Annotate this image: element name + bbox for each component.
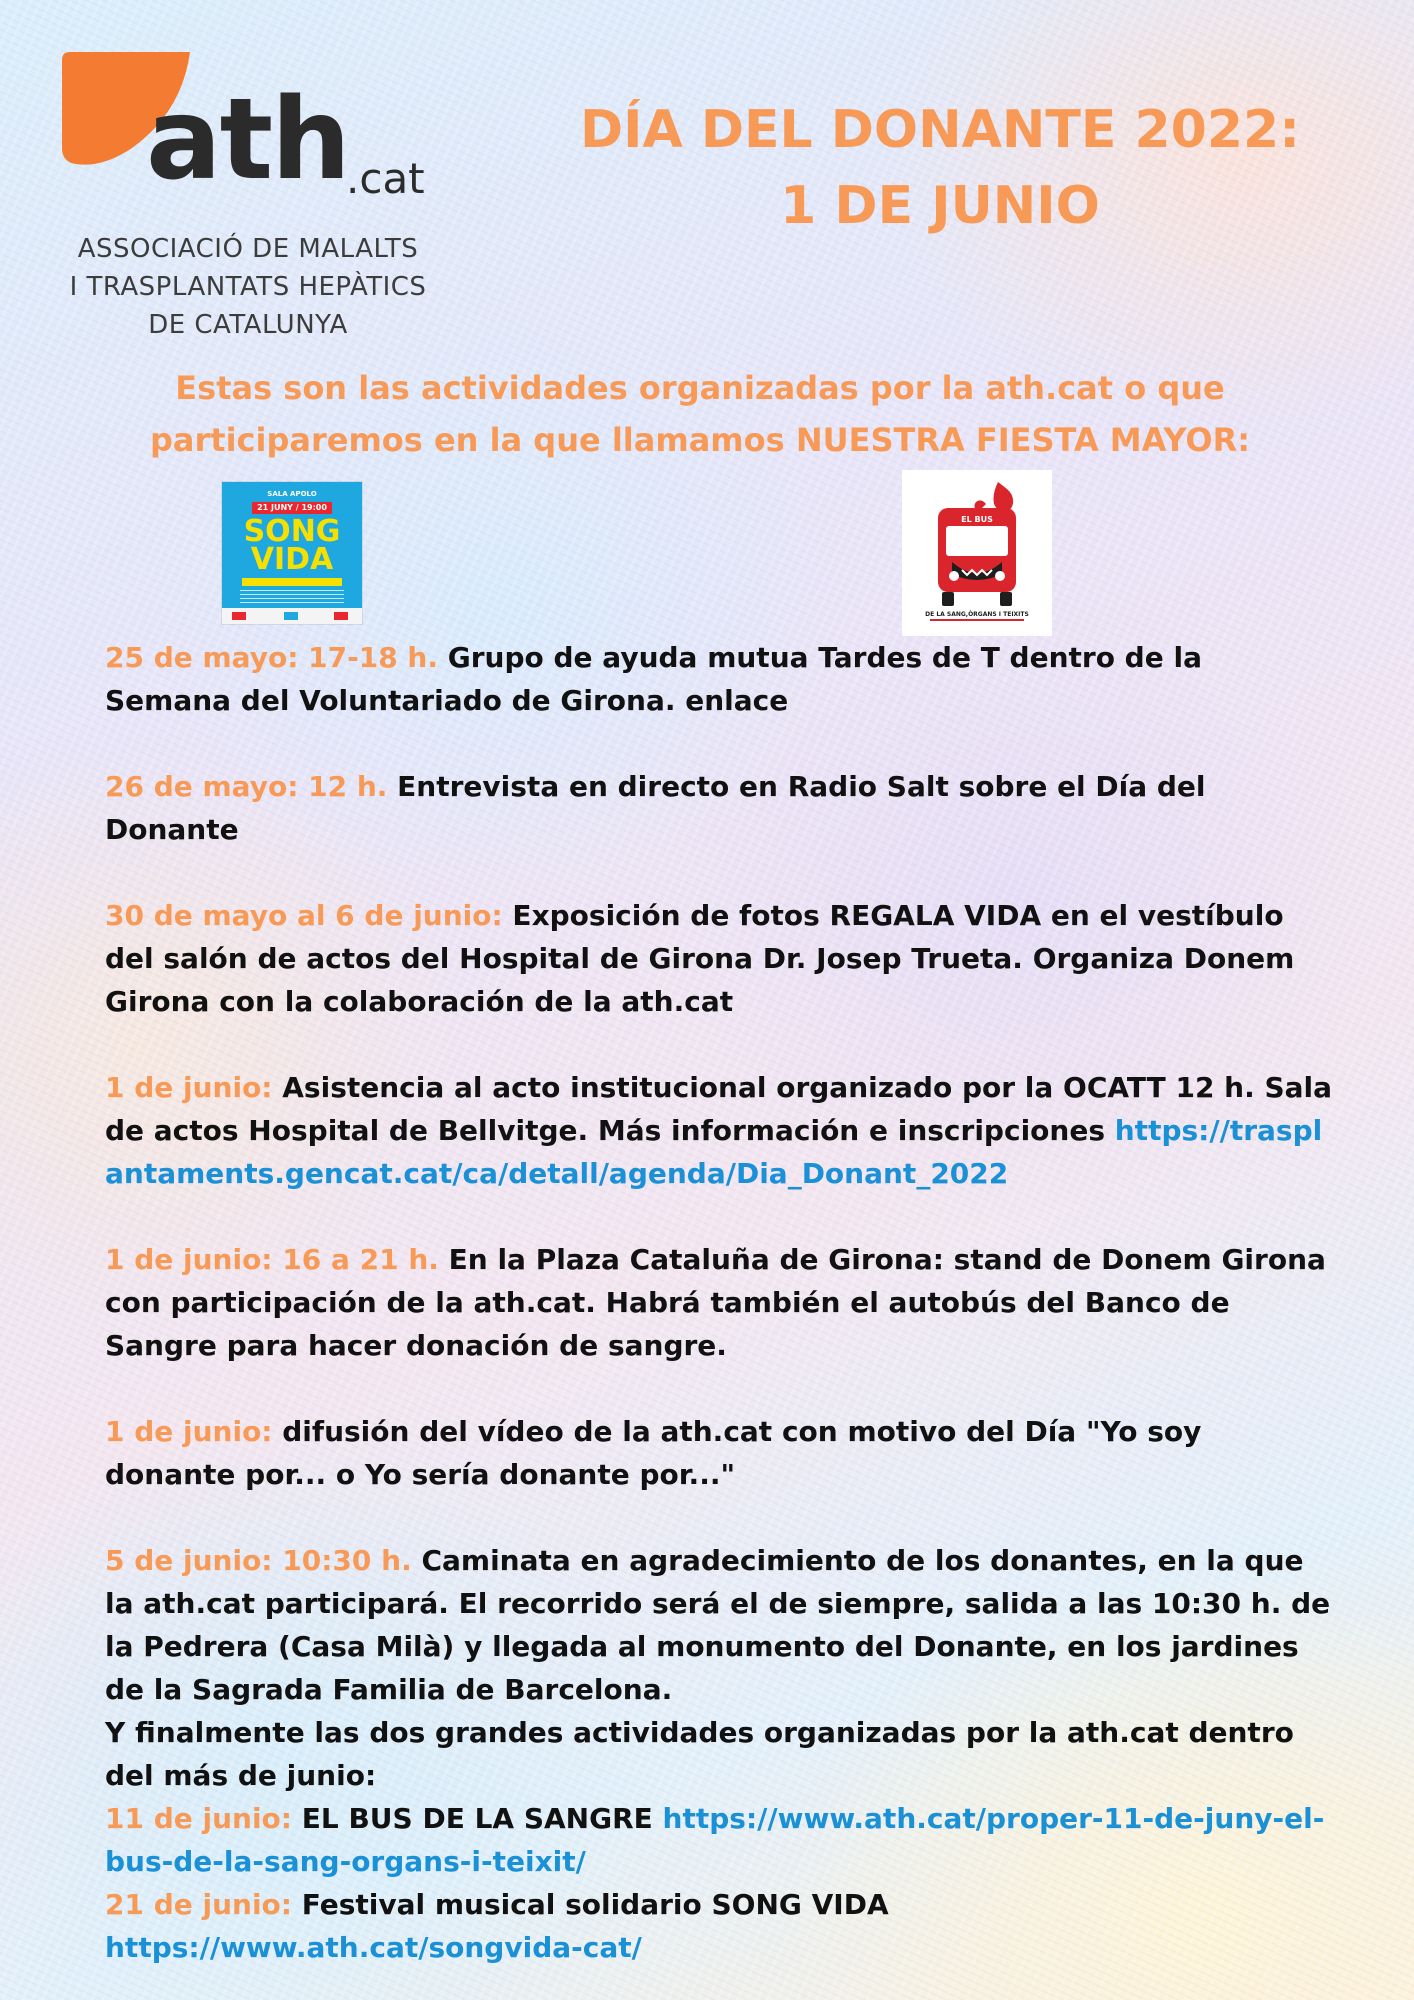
- intro-line: Estas son las actividades organizadas por la ath.cat o que: [175, 369, 1225, 407]
- bus-poster-footer: DE LA SANG,ÒRGANS I TEIXITS: [925, 611, 1029, 618]
- activity-date: 1 de junio: 16 a 21 h.: [105, 1243, 439, 1276]
- activity-date: 25 de mayo: 17-18 h.: [105, 641, 439, 674]
- event-text: EL BUS DE LA SANGRE: [292, 1802, 663, 1835]
- activity-text: Entrevista en directo en Radio Salt sobre el Día del Donante: [105, 770, 1206, 846]
- song-vida-poster: [222, 482, 362, 624]
- activity-item: [105, 765, 1335, 851]
- page-title-line: 1 DE JUNIO: [780, 176, 1100, 236]
- page-title-line: DÍA DEL DONANTE 2022:: [579, 100, 1301, 160]
- activity-text: Caminata en agradecimiento de los donantes, en la que la ath.cat participará. El recorrido será el de siempre, salida a las 10:30 h. de la Pedrera (Casa Milà) y llegada al monumento del Donante, en los jardines de la Sagrada Familia de Barcelona.: [105, 1544, 1331, 1706]
- activity-date: 1 de junio:: [105, 1415, 273, 1448]
- logo-subtitle-line: I TRASPLANTATS HEPÀTICS: [69, 272, 427, 302]
- poster-sponsors: [222, 608, 362, 624]
- event-text: Festival musical solidario SONG VIDA: [292, 1888, 889, 1921]
- logo-tld: .cat: [346, 154, 425, 203]
- bus-poster-header: EL BUS: [961, 515, 993, 524]
- activity-date: 26 de mayo: 12 h.: [105, 770, 388, 803]
- ath-logo: [42, 50, 462, 360]
- bus-de-la-sang-poster: [902, 470, 1052, 636]
- activity-item: [105, 1066, 1335, 1195]
- activity-text: difusión del vídeo de la ath.cat con motivo del Día "Yo soy donante por... o Yo sería donante por...": [105, 1415, 1202, 1491]
- poster-title-vida: VIDA: [250, 542, 334, 577]
- event-date: 11 de junio:: [105, 1802, 292, 1835]
- activity-date: 30 de mayo al 6 de junio:: [105, 899, 503, 932]
- intro-line: participaremos en la que llamamos NUESTRA FIESTA MAYOR:: [149, 421, 1250, 459]
- bus-icon: [902, 470, 1052, 636]
- activity-date: 5 de junio: 10:30 h.: [105, 1544, 412, 1577]
- final-event: [105, 1883, 1335, 1969]
- poster-date: 21 JUNY / 19:00: [252, 502, 332, 514]
- logo-subtitle-line: DE CATALUNYA: [148, 310, 348, 340]
- activity-text: En la Plaza Cataluña de Girona: stand de Donem Girona con participación de la ath.cat. Habrá también el autobús del Banco de Sangre para hacer donación de sangre.: [105, 1243, 1326, 1362]
- activity-item: [105, 636, 1335, 722]
- ocatt-link[interactable]: https://trasplantaments.gencat.cat/ca/detall/agenda/Dia_Donant_2022: [105, 1114, 1323, 1190]
- activity-item: [105, 894, 1335, 1023]
- logo-subtitle-line: ASSOCIACIÓ DE MALALTS: [77, 234, 419, 264]
- activity-item: [105, 1539, 1335, 1711]
- activities-list: [105, 636, 1335, 1969]
- poster-venue: SALA APOLO: [267, 490, 317, 498]
- bus-de-la-sang-link[interactable]: https://www.ath.cat/proper-11-de-juny-el-bus-de-la-sang-organs-i-teixit/: [105, 1802, 1325, 1878]
- logo-word: ath: [146, 75, 349, 205]
- poster-title-song: SONG: [243, 514, 341, 549]
- songvida-link[interactable]: https://www.ath.cat/songvida-cat/: [105, 1931, 642, 1964]
- intro-text: [80, 362, 1320, 466]
- activity-item: [105, 1410, 1335, 1496]
- activity-date: 1 de junio:: [105, 1071, 273, 1104]
- activity-text: Asistencia al acto institucional organizado por la OCATT 12 h. Sala de actos Hospital de Bellvitge. Más información e inscripciones: [105, 1071, 1333, 1147]
- page-title: [560, 92, 1320, 244]
- activity-text: Exposición de fotos REGALA VIDA en el vestíbulo del salón de actos del Hospital de Girona Dr. Josep Trueta. Organiza Donem Girona con la colaboración de la ath.cat: [105, 899, 1295, 1018]
- poster-fine-print: [240, 590, 344, 604]
- activity-item: [105, 1238, 1335, 1367]
- logo-subtitle: [42, 230, 454, 344]
- activity-text: Grupo de ayuda mutua Tardes de T dentro de la Semana del Voluntariado de Girona. enlace: [105, 641, 1202, 717]
- poster-banner: [242, 578, 342, 586]
- event-date: 21 de junio:: [105, 1888, 292, 1921]
- final-event: [105, 1797, 1335, 1883]
- final-intro: Y finalmente las dos grandes actividades organizadas por la ath.cat dentro del más de junio:: [105, 1716, 1294, 1792]
